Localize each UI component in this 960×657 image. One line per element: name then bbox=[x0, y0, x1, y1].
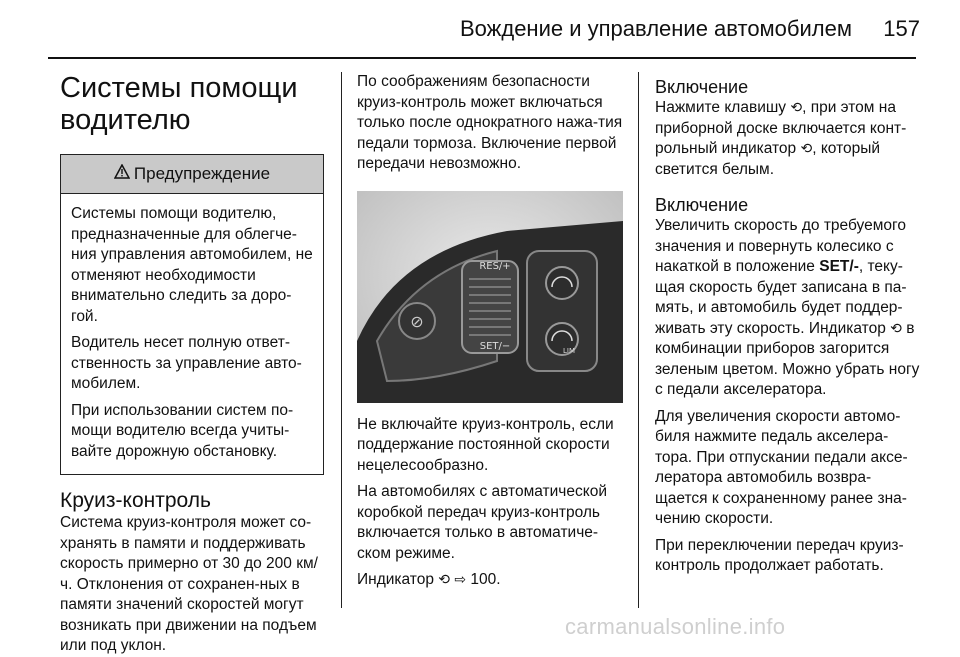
text-run: в комбинации приборов загорится зеленым цветом. Можно убрать ногу с педали акселератора. bbox=[655, 319, 920, 398]
paragraph bbox=[655, 98, 923, 180]
column-2 bbox=[357, 72, 623, 591]
page-header bbox=[0, 0, 960, 60]
page-number: 157 bbox=[883, 16, 920, 41]
warning-paragraph: При использовании систем по-мощи водителю всегда учиты-вайте дорожную обстановку. bbox=[71, 401, 294, 460]
steering-wheel-controls-photo bbox=[357, 191, 623, 403]
column-3 bbox=[655, 76, 923, 577]
text-run: , при этом на приборной доске включается конт-рольный индикатор bbox=[655, 99, 907, 157]
cruise-control-heading: Круиз-контроль bbox=[60, 489, 211, 512]
text-run: Увеличить скорость до требуемого значения и повернуть колесико с накаткой в положение bbox=[655, 217, 906, 275]
lim-label: LIM bbox=[562, 346, 576, 355]
cruise-control-icon: ⟲ bbox=[890, 320, 902, 337]
cruise-control-icon: ⟲ bbox=[790, 100, 803, 116]
warning-box bbox=[60, 154, 324, 475]
set-label: SET/- bbox=[819, 258, 859, 275]
warning-title: Предупреждение bbox=[133, 164, 271, 183]
warning-paragraph: Водитель несет полную ответ-ственность за управление авто-мобилем. bbox=[71, 334, 302, 392]
svg-text:⊘: ⊘ bbox=[410, 311, 424, 331]
set-label: SET/− bbox=[479, 340, 511, 352]
indicator-reference bbox=[357, 570, 623, 591]
paragraph: Не включайте круиз-контроль, если поддержание постоянной скорости нецелесообразно. bbox=[357, 415, 614, 474]
column-divider-2 bbox=[638, 72, 639, 608]
text-run: , теку-щая скорость будет записана в па-мять, и автомобиль будет поддер-живать эту скорость. Индикатор bbox=[655, 258, 907, 337]
column-divider-1 bbox=[341, 72, 342, 608]
paragraph: При переключении передач круиз-контроль продолжает работать. bbox=[655, 536, 904, 574]
warning-triangle-icon bbox=[114, 164, 130, 184]
warning-header bbox=[61, 155, 323, 194]
safety-paragraph: По соображениям безопасности круиз-контроль может включаться только после однократного нажа-тия педали тормоза. Включение первой передачи невозможно. bbox=[357, 73, 623, 172]
watermark: carmanualsonline.info bbox=[565, 614, 786, 639]
paragraph: На автомобилях с автоматической коробкой передач круиз-контроль включается только в автоматиче-ском режиме. bbox=[357, 483, 607, 562]
header-rule bbox=[48, 57, 916, 59]
cruise-control-text: Система круиз-контроля может со-хранять в памяти и поддерживать скорость примерно от 30 до 200 км/ч. Отклонения от сохранен-ных в памяти значений скоростей могут возникать при движении на подъем или под уклон. bbox=[60, 514, 318, 654]
res-label: RES/+ bbox=[479, 260, 511, 272]
section-title: Системы помощи водителю bbox=[60, 72, 298, 136]
page-reference-icon: ⇨ bbox=[454, 572, 467, 588]
text-run: , который светится белым. bbox=[655, 140, 881, 178]
paragraph bbox=[655, 216, 923, 401]
column-1 bbox=[60, 60, 324, 657]
cruise-control-icon: ⟲ bbox=[800, 141, 813, 157]
warning-body bbox=[61, 194, 323, 474]
cruise-control-icon: ⟲ bbox=[438, 572, 451, 588]
header-title: Вождение и управление автомобилем bbox=[459, 16, 852, 41]
subheading: Включение bbox=[655, 77, 749, 97]
subheading: Включение bbox=[655, 195, 749, 215]
warning-paragraph: Системы помощи водителю, предназначенные для облегче-ния управления автомобилем, не отменяют необходимости внимательно следить за доро-гой. bbox=[71, 205, 313, 325]
paragraph: Для увеличения скорости автомо-биля нажмите педаль акселера-тора. При отпускании педали аксе-лератора автомобиль возвра-щается к сохраненному ранее зна-чению скорости. bbox=[655, 407, 908, 527]
page-reference: 100. bbox=[470, 571, 501, 588]
text-run: Нажмите клавишу bbox=[655, 99, 787, 116]
indicator-label: Индикатор bbox=[357, 571, 434, 588]
